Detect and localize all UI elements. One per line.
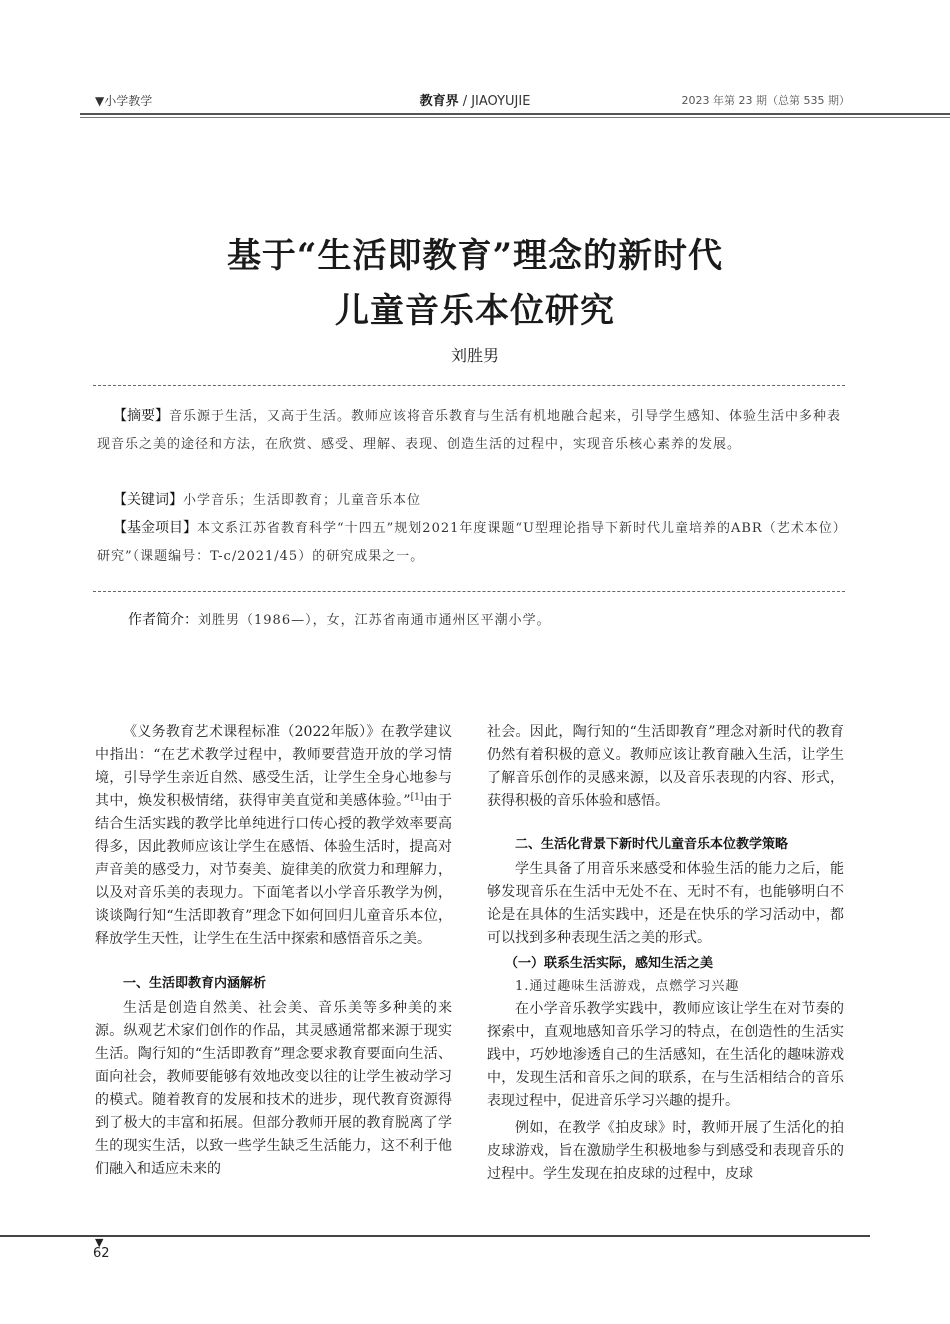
author-info-label: 作者简介：	[128, 612, 198, 628]
subsubsection-heading: 1.通过趣味生活游戏，点燃学习兴趣	[515, 979, 740, 994]
page-number: 62	[93, 1246, 110, 1261]
abstract-text: 音乐源于生活，又高于生活。教师应该将音乐教育与生活有机地融合起来，引导学生感知、体验生活中多种表现音乐之美的途径和方法，在欣赏、感受、理解、表现、创造生活的过程中，实现音乐核心素养的发展。	[97, 409, 842, 452]
paragraph	[95, 721, 452, 951]
paragraph: 例如，在教学《拍皮球》时，教师开展了生活化的拍皮球游戏，旨在激励学生积极地参与到感受和表现音乐的过程中。学生发现在拍皮球的过程中，皮球	[487, 1120, 844, 1182]
journal-name-en: / JIAOYUJIE	[458, 94, 531, 109]
header-rule	[80, 113, 950, 115]
fund-text: 本文系江苏省教育科学“十四五”规划2021年度课题“U型理论指导下新时代儿童培养的ABR（艺术本位）研究”（课题编号：T-c/2021/45）的研究成果之一。	[97, 521, 847, 564]
author-name: 刘胜男	[450, 346, 499, 365]
divider-bottom	[93, 591, 845, 592]
section-heading-1: 一、生活即教育内涵解析	[123, 976, 267, 991]
right-column	[487, 721, 844, 1186]
divider-top	[93, 385, 845, 386]
left-column	[95, 721, 452, 1181]
header-rule-thin	[80, 117, 950, 118]
paragraph: 学生具备了用音乐来感受和体验生活的能力之后，能够发现音乐在生活中无处不在、无时不有，也能够明白不论是在具体的生活实践中，还是在快乐的学习活动中，都可以找到多种表现生活之美的形式。	[487, 861, 844, 946]
author-info-text: 刘胜男（1986—），女，江苏省南通市通州区平潮小学。	[198, 613, 551, 628]
abstract-label: 【摘要】	[113, 408, 169, 424]
subsection-heading: （一）联系生活实际，感知生活之美	[505, 956, 714, 971]
section-label: ▼小学教学	[95, 94, 153, 108]
fund-project	[97, 514, 847, 571]
citation-ref: [1]	[410, 792, 424, 803]
footer-rule	[0, 1235, 870, 1237]
author-info	[128, 606, 847, 635]
paragraph-text: 由于结合生活实践的教学比单纯进行口传心授的教学效率要高得多，因此教师应该让学生在感悟、体验生活时，提高对声音美的感受力，对节奏美、旋律美的欣赏力和理解力，以及对音乐美的表现力。下面笔者以小学音乐教学为例，谈谈陶行知“生活即教育”理念下如何回归儿童音乐本位，释放学生天性，让学生在生活中探索和感悟音乐之美。	[95, 793, 453, 947]
keywords-text: 小学音乐；生活即教育；儿童音乐本位	[183, 493, 422, 508]
paragraph: 社会。因此，陶行知的“生活即教育”理念对新时代的教育仍然有着积极的意义。教师应该让教育融入生活，让学生了解音乐创作的灵感来源，以及音乐表现的内容、形式，获得积极的音乐体验和感悟。	[487, 724, 844, 809]
section-heading-2: 二、生活化背景下新时代儿童音乐本位教学策略	[515, 837, 789, 852]
paragraph-text: 《义务教育艺术课程标准（2022年版）》在教学建议中指出：“在艺术教学过程中，教师要营造开放的学习情境，引导学生亲近自然、感受生活，让学生全身心地参与其中，焕发积极情绪，获得审美直觉和美感体验。”	[95, 724, 452, 809]
keywords-label: 【关键词】	[113, 492, 183, 508]
keywords	[113, 486, 847, 515]
journal-name-cn: 教育界	[419, 94, 459, 109]
fund-label: 【基金项目】	[113, 520, 197, 536]
article-title-line1: 基于“生活即教育”理念的新时代	[226, 236, 724, 276]
abstract	[97, 402, 847, 459]
paragraph: 在小学音乐教学实践中，教师应该让学生在对节奏的探索中，直观地感知音乐学习的特点，在创造性的生活实践中，巧妙地渗透自己的生活感知，在生活化的趣味游戏中，发现生活和音乐之间的联系，在与生活相结合的音乐表现过程中，促进音乐学习兴趣的提升。	[487, 1001, 844, 1109]
footer-marker: ▼	[95, 1236, 104, 1249]
paragraph: 生活是创造自然美、社会美、音乐美等多种美的来源。纵观艺术家们创作的作品，其灵感通常都来源于现实生活。陶行知的“生活即教育”理念要求教育要面向生活、面向社会，教师要能够有效地改变以往的让学生被动学习的模式。随着教育的发展和技术的进步，现代教育资源得到了极大的丰富和拓展。但部分教师开展的教育脱离了学生的现实生活，以致一些学生缺乏生活能力，这不利于他们融入和适应未来的	[95, 1000, 452, 1177]
issue-info: 2023 年第 23 期（总第 535 期）	[681, 94, 850, 107]
article-title-line2: 儿童音乐本位研究	[335, 291, 615, 331]
